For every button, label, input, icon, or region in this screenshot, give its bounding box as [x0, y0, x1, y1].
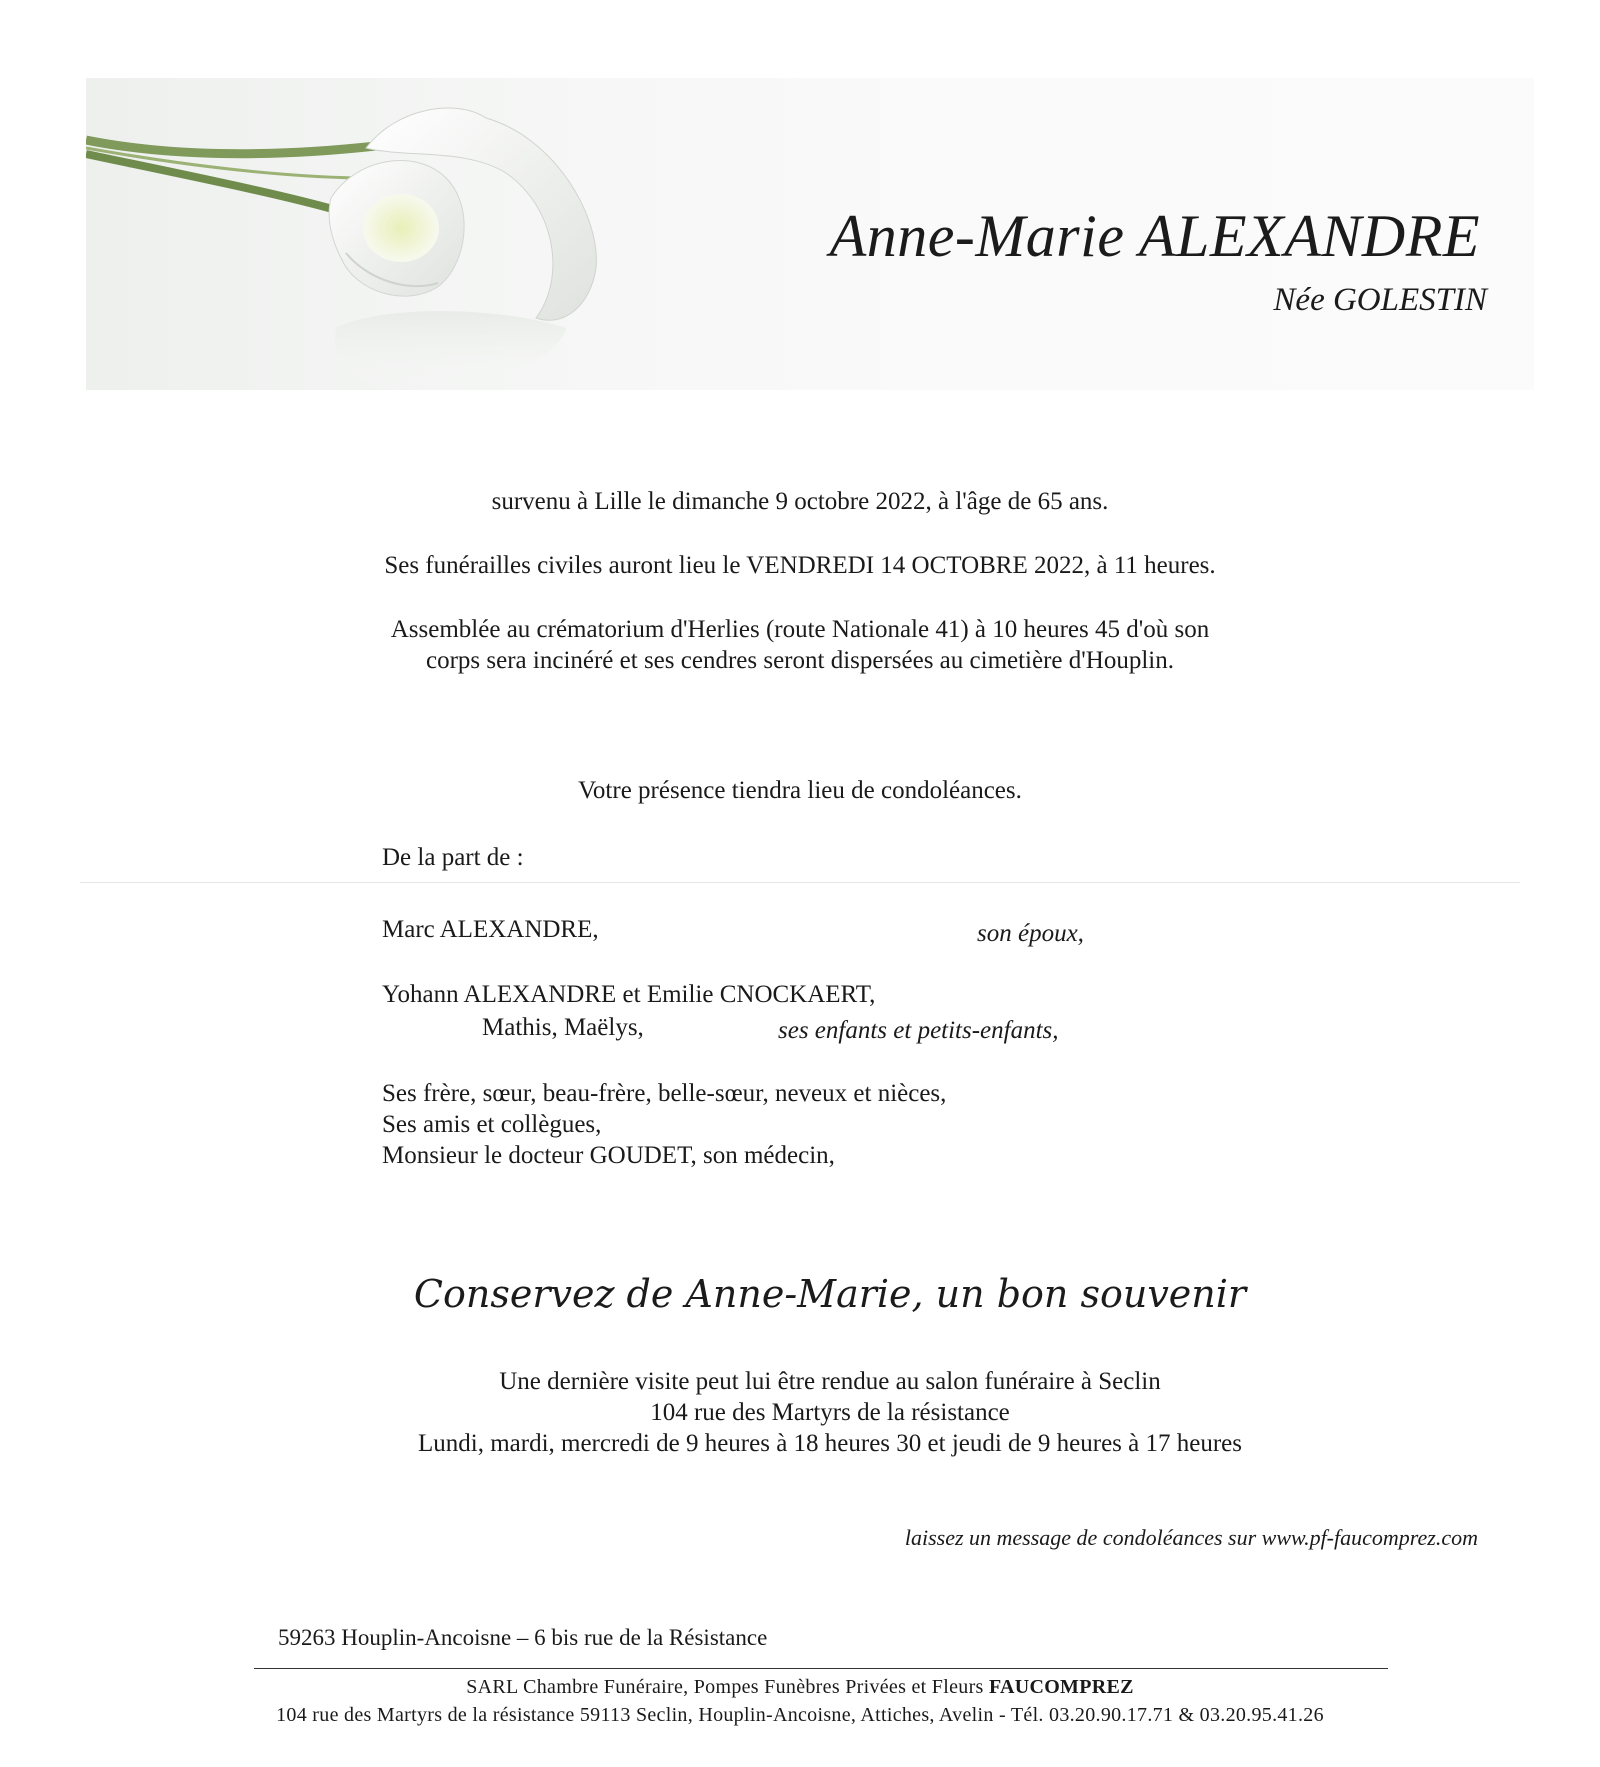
condolences-note: Votre présence tiendra lieu de condoléances. — [578, 777, 1022, 804]
doctor-line: Monsieur le docteur GOUDET, son médecin, — [382, 1142, 835, 1169]
page-fold — [80, 882, 1520, 883]
children-relation: ses enfants et petits-enfants, — [778, 1017, 1059, 1044]
siblings-line: Ses frère, sœur, beau-frère, belle-sœur, neveux et nièces, — [382, 1080, 947, 1107]
online-condolence-message: laissez un message de condoléances sur www.pf-faucomprez.com — [904, 1525, 1478, 1550]
memory-script-line: Conservez de Anne-Marie, un bon souvenir — [413, 1272, 1247, 1316]
visit-line-1: Une dernière visite peut lui être rendue au salon funéraire à Seclin — [499, 1368, 1161, 1395]
assembly-line-1: Assemblée au crématorium d'Herlies (route Nationale 41) à 10 heures 45 d'où son — [390, 616, 1210, 643]
spouse-relation: son époux, — [977, 920, 1084, 947]
friends-line: Ses amis et collègues, — [382, 1111, 602, 1138]
visit-line-2: 104 rue des Martyrs de la résistance — [650, 1399, 1010, 1426]
footer-rule — [254, 1668, 1388, 1669]
company-address: 104 rue des Martyrs de la résistance 59113 Seclin, Houplin-Ancoisne, Attiches, Avelin - Tél. 03.20.90.17.71 & 03.20.95.41.26 — [276, 1704, 1324, 1726]
company-name: FAUCOMPREZ — [988, 1676, 1134, 1698]
funeral-announcement: Ses funérailles civiles auront lieu le VENDREDI 14 OCTOBRE 2022, à 11 heures. — [384, 552, 1216, 579]
spouse-name: Marc ALEXANDRE, — [382, 916, 599, 943]
assembly-line-2: corps sera incinéré et ses cendres seront dispersées au cimetière d'Houplin. — [426, 647, 1174, 674]
company-line — [0, 1676, 1600, 1699]
family-intro: De la part de : — [382, 844, 524, 871]
calla-lily-illustration — [86, 78, 686, 390]
deceased-name: Anne-Marie ALEXANDRE — [829, 203, 1480, 269]
children-names: Yohann ALEXANDRE et Emilie CNOCKAERT, — [382, 981, 876, 1008]
death-announcement: survenu à Lille le dimanche 9 octobre 2022, à l'âge de 65 ans. — [491, 488, 1109, 515]
company-prefix: SARL Chambre Funéraire, Pompes Funèbres Privées et Fleurs — [466, 1676, 984, 1698]
local-address: 59263 Houplin-Ancoisne – 6 bis rue de la Résistance — [278, 1625, 768, 1650]
visit-line-3: Lundi, mardi, mercredi de 9 heures à 18 heures 30 et jeudi de 9 heures à 17 heures — [417, 1430, 1242, 1457]
grandchildren-names: Mathis, Maëlys, — [482, 1014, 644, 1041]
maiden-name: Née GOLESTIN — [1273, 282, 1487, 318]
